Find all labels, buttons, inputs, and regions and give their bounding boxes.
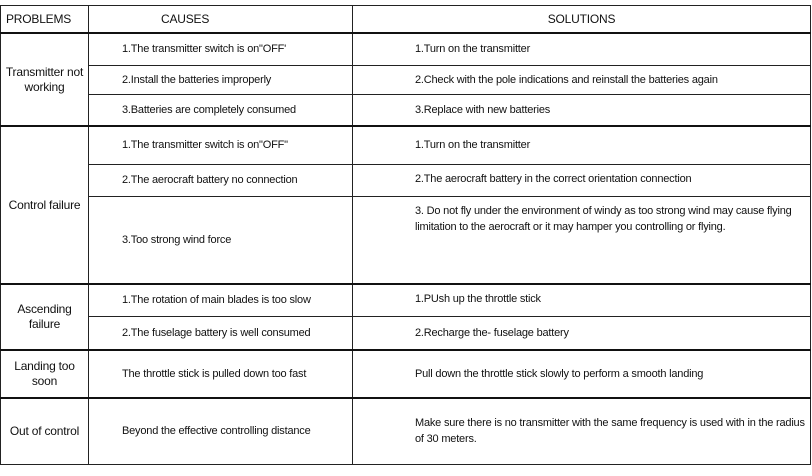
solution-cell: 3. Do not fly under the environment of windy as too strong wind may cause flying limitation to the aerocraft or it may hamper you controlling or flying. bbox=[353, 196, 811, 284]
solution-cell: Pull down the throttle stick slowly to perform a smooth landing bbox=[353, 350, 811, 398]
header-problems: PROBLEMS bbox=[1, 6, 89, 34]
solution-cell: 2.The aerocraft battery in the correct orientation connection bbox=[353, 164, 811, 196]
cause-cell: Beyond the effective controlling distance bbox=[89, 398, 353, 464]
cause-cell: 3.Batteries are completely consumed bbox=[89, 94, 353, 126]
table-row bbox=[1, 126, 811, 164]
table-row bbox=[1, 316, 811, 350]
problem-cell: Transmitter not working bbox=[1, 33, 89, 126]
cause-cell: 2.The aerocraft battery no connection bbox=[89, 164, 353, 196]
cause-cell: 1.The transmitter switch is on"OFF" bbox=[89, 126, 353, 164]
cause-cell: 2.Install the batteries improperly bbox=[89, 65, 353, 94]
solution-cell: 3.Replace with new batteries bbox=[353, 94, 811, 126]
problem-cell: Ascending failure bbox=[1, 284, 89, 350]
cause-cell: 3.Too strong wind force bbox=[89, 196, 353, 284]
solution-cell: 2.Recharge the- fuselage battery bbox=[353, 316, 811, 350]
solution-cell: 1.Turn on the transmitter bbox=[353, 33, 811, 65]
table-row bbox=[1, 164, 811, 196]
header-causes: CAUSES bbox=[89, 6, 353, 34]
solution-cell: 1.Turn on the transmitter bbox=[353, 126, 811, 164]
solution-cell: 2.Check with the pole indications and reinstall the batteries again bbox=[353, 65, 811, 94]
cause-cell: 2.The fuselage battery is well consumed bbox=[89, 316, 353, 350]
header-solutions: SOLUTIONS bbox=[353, 6, 811, 34]
table-row bbox=[1, 398, 811, 464]
problem-cell: Out of control bbox=[1, 398, 89, 464]
problem-cell: Control failure bbox=[1, 126, 89, 284]
table-row bbox=[1, 350, 811, 398]
troubleshooting-table bbox=[0, 5, 811, 465]
table-row bbox=[1, 65, 811, 94]
cause-cell: 1.The rotation of main blades is too slow bbox=[89, 284, 353, 316]
solution-cell: Make sure there is no transmitter with the same frequency is used with in the radius of 30 meters. bbox=[353, 398, 811, 464]
table-row bbox=[1, 94, 811, 126]
problem-cell: Landing too soon bbox=[1, 350, 89, 398]
table-row bbox=[1, 196, 811, 284]
cause-cell: The throttle stick is pulled down too fast bbox=[89, 350, 353, 398]
table-row bbox=[1, 284, 811, 316]
table-row bbox=[1, 33, 811, 65]
header-row bbox=[1, 6, 811, 34]
cause-cell: 1.The transmitter switch is on"OFF' bbox=[89, 33, 353, 65]
solution-cell: 1.PUsh up the throttle stick bbox=[353, 284, 811, 316]
